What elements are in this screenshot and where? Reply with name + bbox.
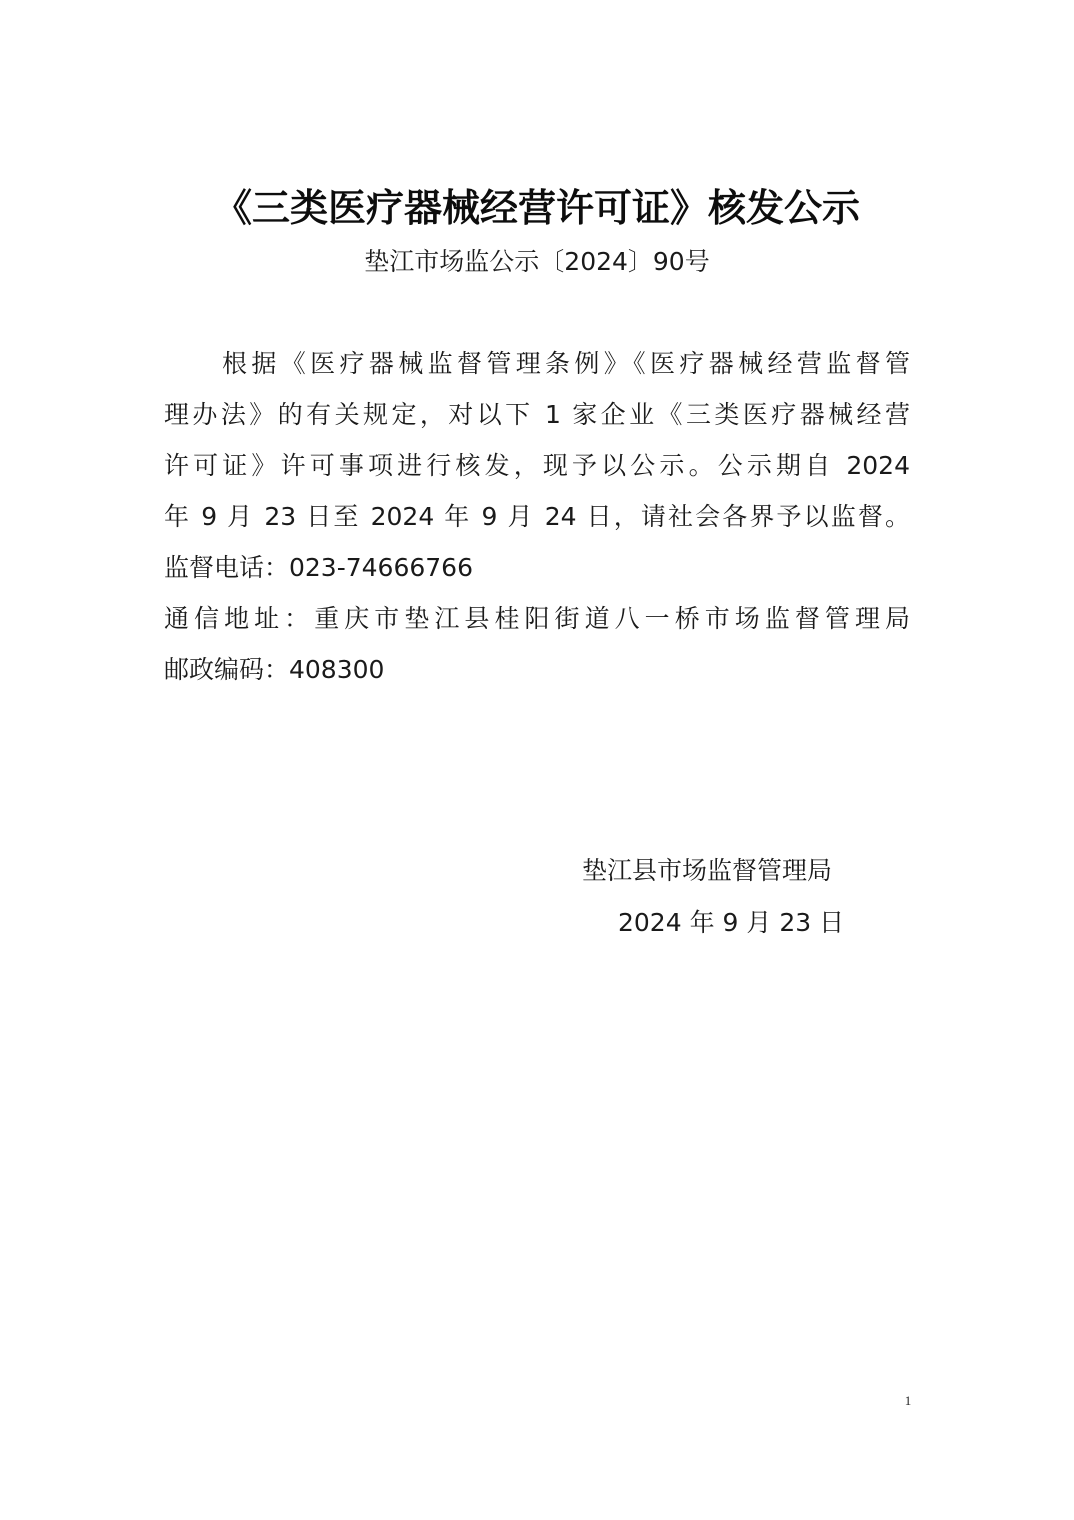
- document-number: 垫江市场监公示〔2024〕90号: [364, 247, 710, 276]
- signature-date: 2024 年 9 月 23 日: [618, 908, 845, 937]
- page-number: 1: [904, 1393, 912, 1408]
- document-title: 《三类医疗器械经营许可证》核发公示: [213, 185, 860, 230]
- body-line-4: 年 9 月 23 日至 2024 年 9 月 24 日，请社会各界予以监督。: [164, 502, 910, 531]
- mailing-address: 通信地址：重庆市垫江县桂阳街道八一桥市场监督管理局: [164, 604, 910, 633]
- supervision-phone: 监督电话：023-74666766: [164, 553, 473, 582]
- signature-organization: 垫江县市场监督管理局: [582, 856, 833, 885]
- body-line-2: 理办法》的有关规定，对以下 1 家企业《三类医疗器械经营: [164, 400, 910, 429]
- body-line-3: 许可证》许可事项进行核发，现予以公示。公示期自 2024: [164, 451, 910, 480]
- postal-code: 邮政编码：408300: [164, 655, 385, 684]
- body-line-1: 根据《医疗器械监督管理条例》《医疗器械经营监督管: [222, 349, 910, 378]
- document-body: [164, 338, 910, 695]
